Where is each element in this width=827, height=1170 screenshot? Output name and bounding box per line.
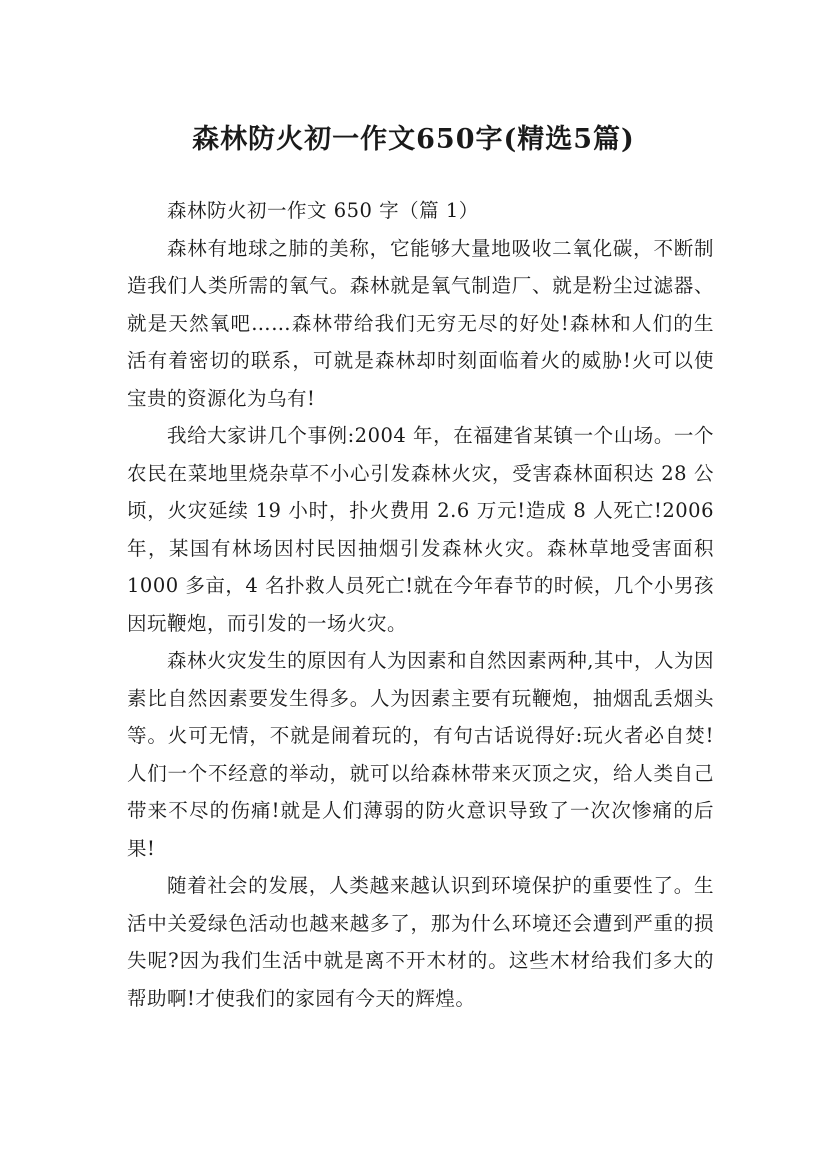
paragraph-2: 我给大家讲几个事例:2004 年，在福建省某镇一个山场。一个农民在菜地里烧杂草不小心引发森林火灾，受害森林面积达 28 公顷，火灾延续 19 小时，扑火费用 2.6 万元!造成 8 人死亡!2006 年，某国有林场因村民因抽烟引发森林火灾。森林草地受害面积 1000 多亩，4 名扑救人员死亡!就在今年春节的时候，几个小男孩因玩鞭炮，而引发的一场火灾。	[127, 424, 714, 635]
document-title: 森林防火初一作文650字(精选5篇)	[192, 124, 635, 156]
paragraph-4: 随着社会的发展，人类越来越认识到环境保护的重要性了。生活中关爱绿色活动也越来越多了，那为什么环境还会遭到严重的损失呢?因为我们生活中就是离不开木材的。这些木材给我们多大的帮助啊!才使我们的家园有今天的辉煌。	[127, 874, 714, 1010]
paragraph-1: 森林有地球之肺的美称，它能够大量地吸收二氧化碳，不断制造我们人类所需的氧气。森林就是氧气制造厂、就是粉尘过滤器、就是天然氧吧……森林带给我们无穷无尽的好处!森林和人们的生活有着密切的联系，可就是森林却时刻面临着火的威胁!火可以使宝贵的资源化为乌有!	[127, 236, 714, 410]
document-body	[127, 192, 714, 1017]
paragraph-3: 森林火灾发生的原因有人为因素和自然因素两种,其中，人为因素比自然因素要发生得多。人为因素主要有玩鞭炮，抽烟乱丢烟头等。火可无情，不就是闹着玩的，有句古话说得好:玩火者必自焚!人们一个不经意的举动，就可以给森林带来灭顶之灾，给人类自己带来不尽的伤痛!就是人们薄弱的防火意识导致了一次次惨痛的后果!	[127, 649, 714, 860]
section-heading: 森林防火初一作文 650 字（篇 1）	[167, 199, 479, 222]
